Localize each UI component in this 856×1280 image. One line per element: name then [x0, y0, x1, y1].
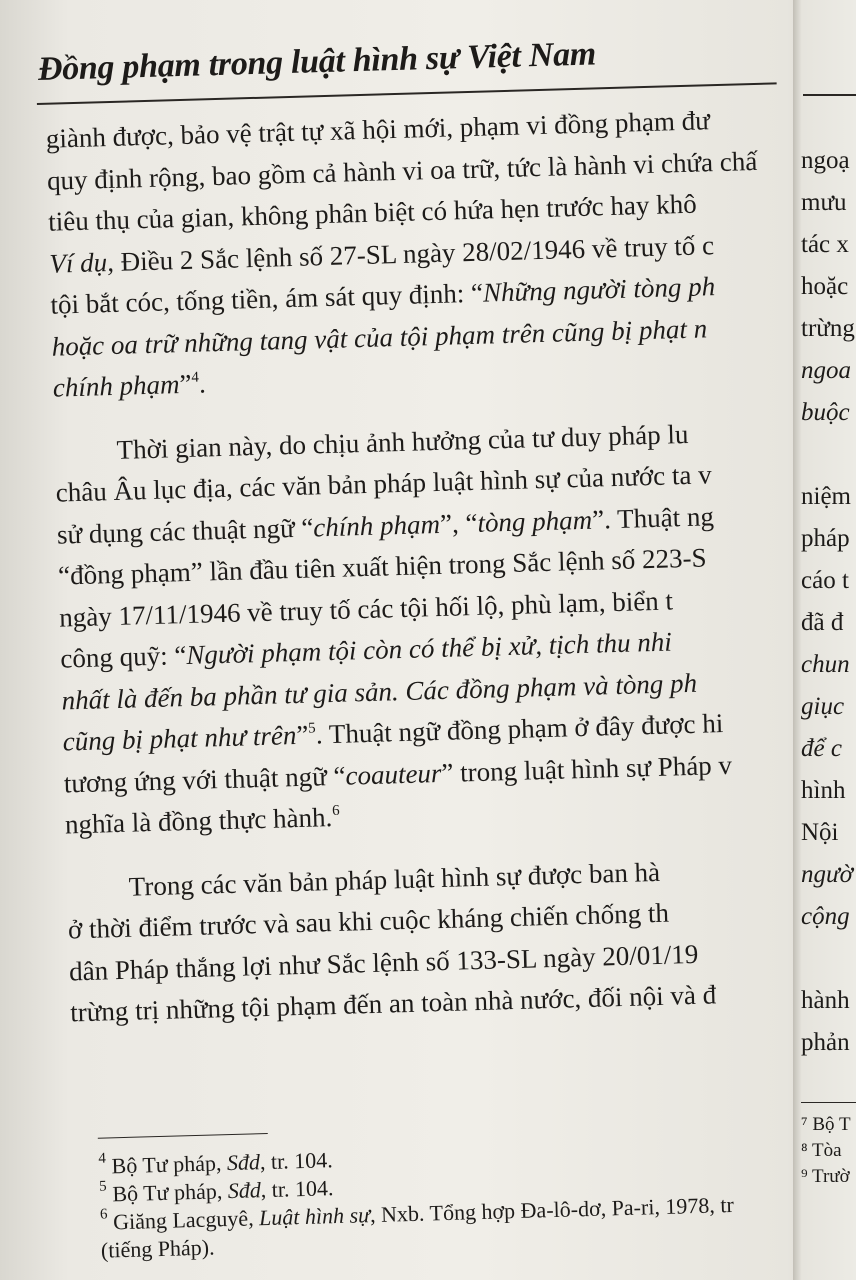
text-line: ở thời điểm trước và sau khi cuộc kháng chiến chống th: [67, 897, 670, 945]
footnote-rule: [98, 1133, 268, 1139]
text-line: Thời gian này, do chịu ảnh hưởng của tư duy pháp lu: [116, 418, 689, 465]
footnote-6: $^6$ Giăng Lacguyê, Luật hình sự, Nxb. Tổng hợp Đa-lô-dơ, Pa-ri, 1978, tr: [99, 1191, 735, 1235]
right-page-line: hình: [801, 777, 846, 804]
right-page-line: trừng: [801, 315, 855, 342]
right-page-footnote: ⁸ Tòa: [801, 1140, 842, 1161]
right-page-footnote: ⁹ Trườ: [801, 1166, 850, 1187]
right-page-line: [801, 938, 855, 980]
text-line: “đồng phạm” lần đầu tiên xuất hiện trong Sắc lệnh số 223-S: [57, 542, 707, 591]
right-page-footnote: ⁷ Bộ T: [801, 1114, 851, 1135]
right-page-line: giục: [801, 693, 845, 720]
text-line: quy định rộng, bao gồm cả hành vi oa trữ, tức là hành vi chứa chấ: [46, 145, 758, 196]
right-page-line: pháp: [801, 525, 850, 552]
text-line: giành được, bảo vệ trật tự xã hội mới, phạm vi đồng phạm đư: [45, 105, 711, 154]
right-page-footnotes: [801, 1112, 851, 1190]
text-line: công quỹ: “Người phạm tội còn có thể bị xử, tịch thu nhi: [59, 626, 673, 674]
text-line: sử dụng các thuật ngữ “chính phạm”, “tòng phạm”. Thuật ng: [56, 500, 715, 550]
footnote-4: $^4$ Bộ Tư pháp, Sđd, tr. 104.: [98, 1147, 333, 1179]
body-text: [45, 98, 815, 1034]
text-line: dân Pháp thắng lợi như Sắc lệnh số 133-SL ngày 20/01/19: [68, 938, 699, 986]
text-line: tội bắt cóc, tống tiền, ám sát quy định: “Những người tòng ph: [50, 271, 716, 320]
right-page-line: phản: [801, 1029, 850, 1056]
right-page-line: hoặc: [801, 273, 849, 300]
right-page-line: ngoa: [801, 357, 851, 384]
right-page-line: chun: [801, 651, 850, 678]
right-page-line: cáo t: [801, 567, 849, 594]
footnote-ref: 5: [307, 720, 316, 737]
right-page-line: cộng: [801, 903, 850, 930]
text-line: trừng trị những tội phạm đến an toàn nhà nước, đối nội và đ: [69, 979, 717, 1028]
right-page-line: để c: [801, 735, 842, 762]
right-page-line: ngườ: [801, 861, 853, 888]
footnotes: [98, 1118, 821, 1265]
text-line: chính phạm”$^4$.: [52, 368, 207, 403]
footnote-ref: 4: [191, 369, 200, 386]
text-line: nhất là đến ba phần tư gia sản. Các đồng phạm và tòng ph: [61, 667, 698, 716]
text-line: tiêu thụ của gian, không phân biệt có hứa hẹn trước hay khô: [47, 188, 698, 237]
text-line: cũng bị phạt như trên”$^5$. Thuật ngữ đồng phạm ở đây được hi: [62, 708, 724, 757]
right-page-text: [801, 140, 855, 1064]
right-page-line: buộc: [801, 399, 850, 426]
text-line: ngày 17/11/1946 về truy tố các tội hối lộ, phù lạm, biển t: [58, 584, 674, 633]
text-line: tương ứng với thuật ngữ “coauteur” trong luật hình sự Pháp v: [63, 749, 733, 799]
right-page-line: niệm: [801, 483, 851, 510]
right-page-line: mưu: [801, 189, 847, 216]
right-page-line: đã đ: [801, 609, 844, 636]
text-line: Trong các văn bản pháp luật hình sự được ban hà: [128, 856, 661, 902]
right-footnote-rule: [801, 1102, 856, 1103]
text-line: châu Âu lục địa, các văn bản pháp luật hình sự của nước ta v: [55, 459, 713, 508]
right-page-line: hành: [801, 987, 850, 1014]
running-head-title: Đồng phạm trong luật hình sự Việt Nam: [37, 35, 597, 88]
text-line: hoặc oa trữ những tang vật của tội phạm trên cũng bị phạt n: [51, 312, 708, 362]
right-header-rule: [803, 94, 856, 96]
right-page-line: Nội: [801, 819, 839, 846]
right-page-line: ngoạ: [801, 147, 850, 174]
right-page-line: [801, 434, 855, 476]
text-line: Ví dụ, Điều 2 Sắc lệnh số 27-SL ngày 28/02/1946 về truy tố c: [48, 229, 715, 279]
footnote-5: $^5$ Bộ Tư pháp, Sđd, tr. 104.: [99, 1175, 334, 1207]
footnote-6-cont: (tiếng Pháp).: [100, 1234, 215, 1263]
right-page-edge: [793, 0, 856, 1280]
right-page-line: tác x: [801, 231, 849, 258]
text-line: nghĩa là đồng thực hành.$^6$: [64, 802, 340, 840]
footnote-ref: 6: [331, 802, 340, 820]
